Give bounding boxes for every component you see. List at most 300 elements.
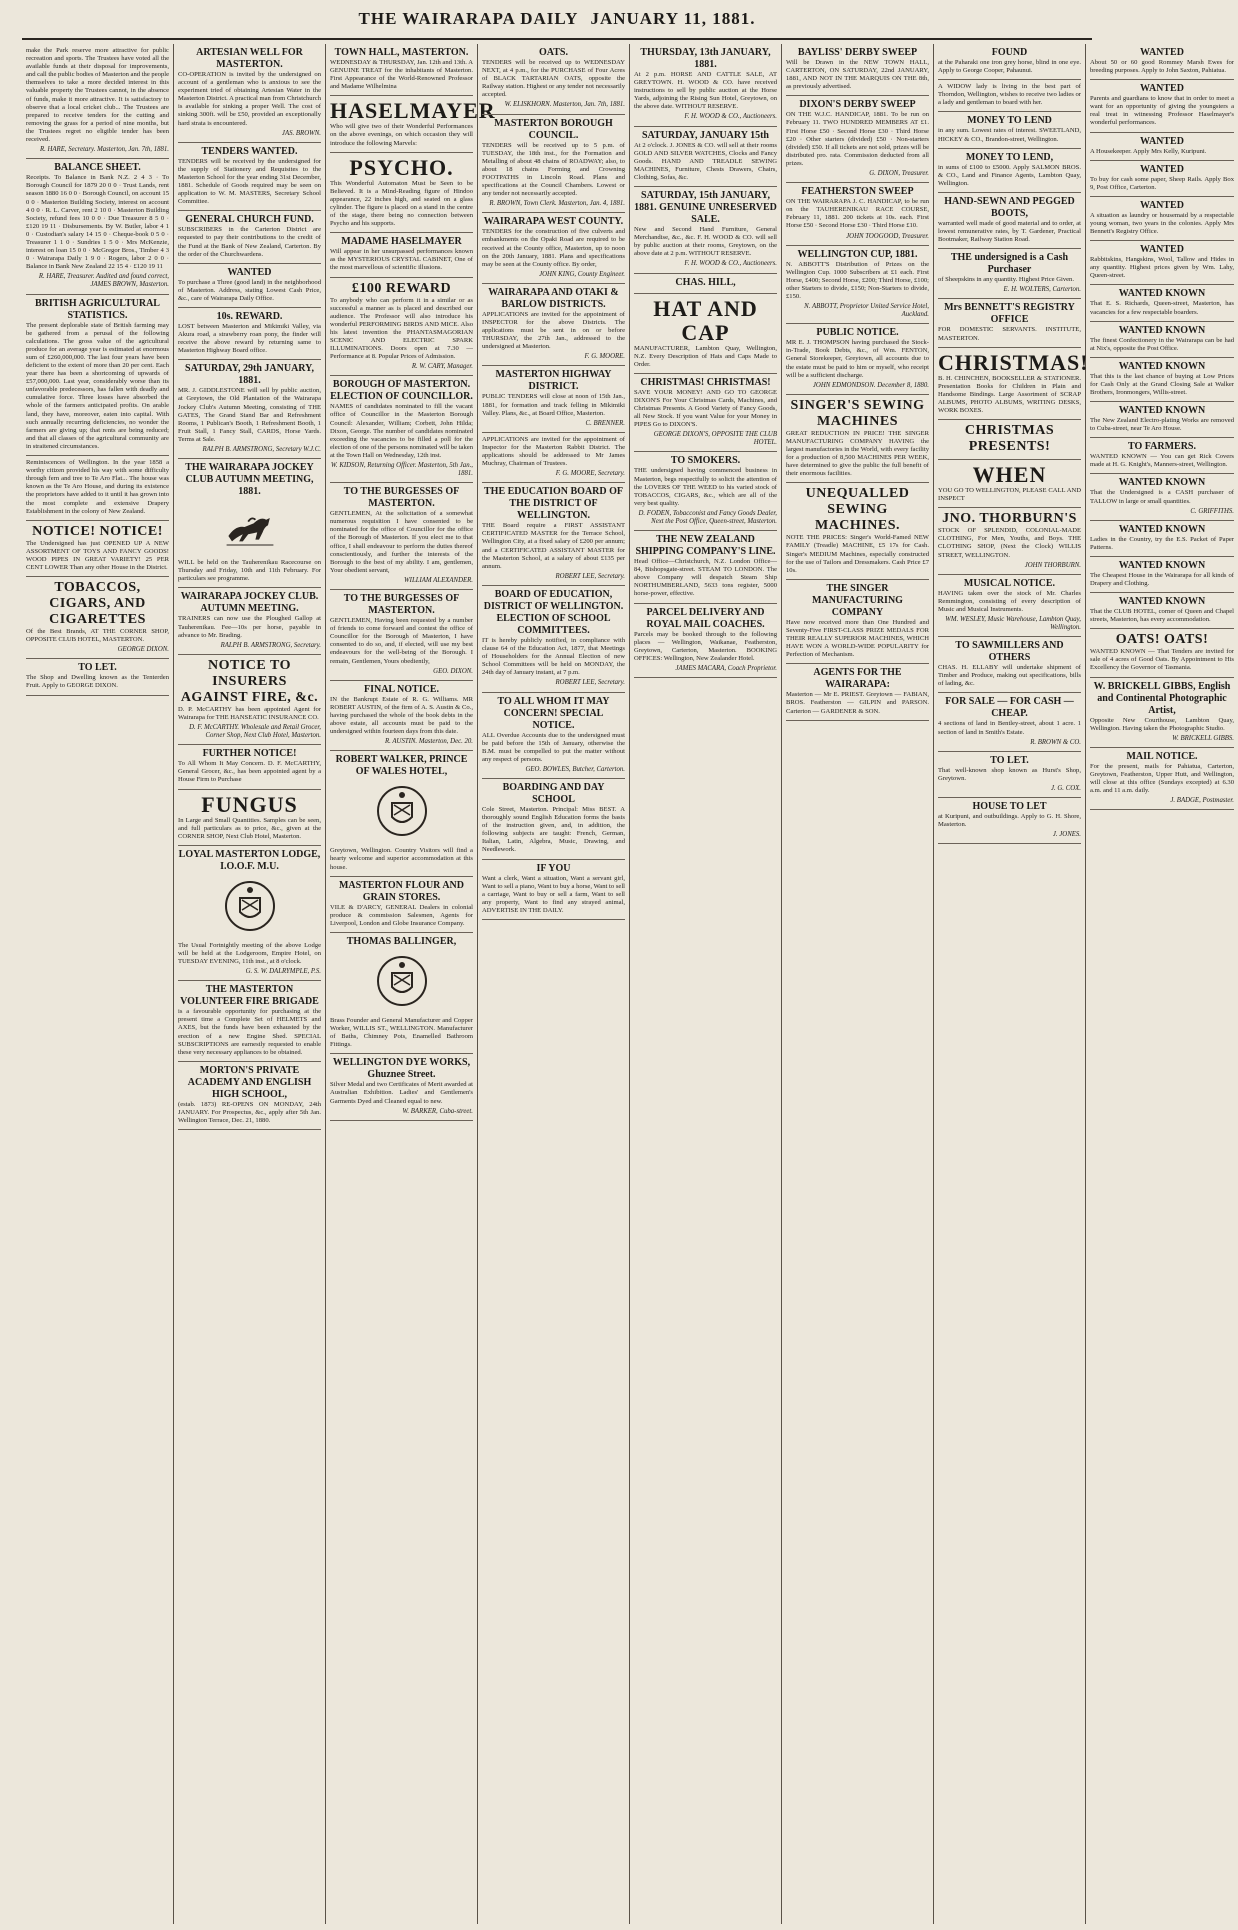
- advertisement: [1090, 438, 1234, 474]
- ad-signature: ROBERT LEE, Secretary.: [555, 572, 625, 580]
- advertisement: [938, 460, 1081, 508]
- ad-body-text: At 2 o'clock. J. JONES & CO. will sell at their rooms GOLD AND SILVER WATCHES, Clocks and Fancy Goods. HAND AND TREADLE SEWING MACHINES, Furniture, Chests Drawers, Chairs, Clothing, Sofas, &c.: [634, 141, 777, 181]
- ad-body-text: GREAT REDUCTION IN PRICE! THE SINGER MANUFACTURING COMPANY HAVING the largest manufactories in the World, with every facility for a production of 8,500 MACHINES PER WEEK, have determined to give the public the full benefit of their enormous facilities.: [786, 429, 929, 478]
- ad-signature: J. JONES.: [1052, 831, 1081, 839]
- ad-heading: MORTON'S PRIVATE ACADEMY AND ENGLISH HIGH SCHOOL,: [187, 1064, 312, 1100]
- ad-body-text: The Usual Fortnightly meeting of the above Lodge will be held at the Lodgeroom, Empire Hotel, on TUESDAY EVENING, 11th inst., at 8 o'clock.: [178, 941, 321, 966]
- ad-body-text: Head Office—Christchurch, N.Z. London Office—84, Bishopsgate-street. STEAM TO LONDON. The above Company will despatch Steam Ship NORTHUMBERLAND, 5633 tons register, 5000 horse-power, effective.: [634, 558, 777, 598]
- ad-heading: THE MASTERTON VOLUNTEER FIRE BRIGADE: [180, 984, 319, 1008]
- advertisement: [482, 483, 625, 586]
- ad-body-text: in any sum. Lowest rates of interest. SWEETLAND, HICKEY & CO., Brandon-street, Wellington.: [938, 127, 1081, 143]
- ad-body-text: TENDERS will be received up to WEDNESDAY NEXT, at 4 p.m., for the PURCHASE of Four Acres of BLACK TARTARIAN OATS, opposite the Railway station. Highest or any tender not necessarily accepted.: [482, 59, 625, 99]
- advertisement: [482, 284, 625, 367]
- advertisement: [634, 374, 777, 453]
- ad-body-text: This Wonderful Automaton Must be Seen to be Believed. It is a Mind-Reading figure of Hindoo appearance, 22 inches high, and seated on a glass cylinder. The figure is placed on a stand in the centre of the stage, there being no connection between Psycho and his supports.: [330, 179, 473, 228]
- ad-heading: OATS.: [539, 47, 568, 58]
- ad-heading: HOUSE TO LET: [972, 801, 1047, 813]
- ad-body-text: TENDERS will be received by the undersigned for the supply of Stationery and Requisites to the Masterton School for the year ending 31st December, 1881. Schedule of Goods required may be seen on application to W. M. MASTERS, Secretary School Committee.: [178, 157, 321, 206]
- advertisement: [786, 324, 929, 395]
- ad-signature: G. DIXON, Treasurer.: [869, 170, 929, 178]
- advertisement: [178, 459, 321, 588]
- advertisement: [1090, 593, 1234, 629]
- ad-heading: MASTERTON HIGHWAY DISTRICT.: [495, 369, 612, 393]
- ad-heading: TOWN HALL, MASTERTON.: [334, 47, 469, 58]
- ad-signature: F. G. MOORE.: [584, 353, 625, 361]
- ad-body-text: Masterton — Mr E. PRIEST. Greytown — FABIAN, BROS. Featherston — GILPIN and PARSON. Carterton — GARDENER & SON.: [786, 691, 929, 715]
- advertisement: [330, 233, 473, 277]
- ad-body-text: Will appear in her unsurpassed performances known as the MYSTERIOUS CRYSTAL CABINET, One of the most marvellous of scientific illusions.: [330, 248, 473, 272]
- ad-body-text: That well-known shop known as Hurst's Shop, Greytown.: [938, 766, 1081, 782]
- ad-body-text: APPLICATIONS are invited for the appointment of INSPECTOR for the above Districts. The applications must be sent in on or before THURSDAY, the 27th Jan., addressed to the undersigned at Masterton.: [482, 310, 625, 351]
- ad-body-text: ON THE WAIRARAPA J. C. HANDICAP, to be run on the TAUHERENIKAU RACE COURSE, February 11, 1881. 200 tickets at 10s. each. First Horse £50 · Second Horse £30 · Third Horse £10.: [786, 198, 929, 230]
- ad-body-text: That the CLUB HOTEL, corner of Queen and Chapel streets, Masterton, has every accommodation.: [1090, 608, 1234, 624]
- ad-heading: WELLINGTON CUP, 1881.: [797, 248, 918, 260]
- ad-signature: GEORGE DIXON.: [117, 646, 169, 654]
- ad-heading: OATS! OATS!: [1115, 632, 1209, 648]
- advertisement: [330, 1054, 473, 1120]
- ad-body-text: Cole Street, Masterton. Principal: Miss BEST. A thoroughly sound English Education forms the basis of the instruction given, and, in addition, the following subjects are taught: French, German, Italian, Latin, Algebra, Music, Drawing, and Needlework.: [482, 805, 625, 854]
- ad-body-text: To buy for cash some paper, Sheep Rails. Apply Box 9, Post Office, Carterton.: [1090, 175, 1234, 191]
- advertisement: [786, 96, 929, 183]
- advertisement: [938, 508, 1081, 574]
- ad-body-text: 4 sections of land in Bentley-street, about 1 acre. 1 section of land in Smith's Estate.: [938, 720, 1081, 736]
- advertisement: [178, 143, 321, 212]
- ad-heading: WANTED KNOWN: [1118, 288, 1206, 300]
- masthead-title: THE WAIRARAPA DAILY: [358, 9, 579, 28]
- advertisement: [1090, 241, 1234, 285]
- ad-body-text: ALL Overdue Accounts due to the undersigned must be paid before the 15th of January, otherwise the B.M. must be compelled to put the matter without any respect of persons.: [482, 731, 625, 763]
- advertisement: [786, 183, 929, 245]
- ad-heading: WANTED: [1140, 83, 1184, 95]
- crest-icon: [372, 781, 432, 841]
- ad-heading: THE undersigned is a Cash Purchaser: [950, 252, 1069, 276]
- ad-body-text: D. P. McCARTHY has been appointed Agent for Wairarapa for THE HANSEATIC INSURANCE CO.: [178, 705, 321, 721]
- advertisement: [482, 693, 625, 779]
- ad-heading: WANTED KNOWN: [1118, 360, 1206, 372]
- ad-body-text: Ladies in the Country, try the E.S. Packet of Paper Patterns.: [1090, 535, 1234, 551]
- ad-signature: C. GRIFFITHS.: [1190, 507, 1234, 515]
- column-3: [326, 44, 496, 1924]
- ad-heading: W. BRICKELL GIBBS, English and Continental Photographic Artist,: [1093, 680, 1231, 716]
- advertisement: [26, 577, 169, 659]
- ad-body-text: Parcels may be booked through to the following places — Wellington, Waikanae, Featherston, Greytown, Carterton, Masterton. BOOKING OFFICES: Wellington, New Zealander Hotel.: [634, 630, 777, 662]
- ad-body-text: WANTED KNOWN — You can get Rick Covers made at H. G. Knight's, Manners-street, Wellington.: [1090, 453, 1234, 469]
- ad-signature: J. G. COX.: [1050, 784, 1081, 792]
- advertisement: [1090, 161, 1234, 197]
- ad-body-text: Silver Medal and two Certificates of Merit awarded at Australian Exhibition. Ladies' and Gentlemen's Garments Dyed and Cleaned equal to new.: [330, 1081, 473, 1105]
- ad-heading: WAIRARAPA AND OTAKI & BARLOW DISTRICTS.: [488, 286, 619, 310]
- masthead: [22, 0, 1092, 40]
- ad-heading: WANTED: [1140, 244, 1184, 256]
- ad-heading: CHRISTMAS! CHRISTMAS!: [640, 376, 771, 388]
- advertisement: [1090, 629, 1234, 677]
- ad-heading: WANTED: [227, 266, 272, 278]
- ad-body-text: Rabbitskins, Hangskins, Wool, Tallow and Hides in any quantity. Highest prices given by Wm. Lahy, Queen-street.: [1090, 256, 1234, 280]
- ad-heading: TOBACCOS, CIGARS, AND CIGARETTES: [49, 580, 146, 628]
- ad-heading: TO SMOKERS.: [670, 455, 741, 467]
- advertisement: [330, 96, 496, 152]
- ad-heading: THURSDAY, 13th JANUARY, 1881.: [640, 47, 771, 70]
- ad-body-text: LOST between Masterton and Mikimiki Valley, via Akura road, a strawberry roan pony, the finder will receive the above reward by returning same to Masterton Highway Board office.: [178, 322, 321, 355]
- ad-body-text: MR E. J. THOMPSON having purchased the Stock-in-Trade, Book Debts, &c., of Wm. FENTON, General Storekeeper, Greytown, all accounts due to the estate must be paid to him or myself, who receipt will be a sufficient discharge.: [786, 339, 929, 379]
- ad-heading: TENDERS WANTED.: [201, 145, 298, 157]
- ad-heading: PARCEL DELIVERY AND ROYAL MAIL COACHES.: [646, 606, 765, 630]
- crest-icon: [372, 951, 432, 1011]
- advertisement: [634, 44, 777, 127]
- ad-heading: BAYLISS' DERBY SWEEP: [797, 47, 918, 58]
- ad-heading: THE SINGER MANUFACTURING COMPANY: [812, 582, 903, 618]
- advertisement: [634, 274, 777, 294]
- advertisement: [1090, 748, 1234, 810]
- ad-signature: JAMES MACARA, Coach Proprietor.: [675, 664, 777, 672]
- ad-heading: TO THE BURGESSES OF MASTERTON.: [343, 486, 460, 510]
- advertisement: [938, 348, 1089, 420]
- ad-body-text: B. H. CHINCHEN, BOOKSELLER & STATIONER. Presentation Books for Children in Plain and Handsome Bindings. Large Assortment of SCRAP ALBUMS, PHOTO ALBUMS, WRITING DESKS, WORK BOXES.: [938, 374, 1081, 414]
- advertisement: [178, 211, 321, 263]
- ad-heading: MADAME HASELMAYER: [341, 236, 462, 248]
- ad-heading: WANTED KNOWN: [1118, 324, 1206, 336]
- ad-body-text: GENTLEMEN, Having been requested by a number of friends to come forward and contest the office of Councillor for the Borough of Masterton, I have consented to do so, and, if elected, will use my best endeavours for the well-being of the Borough. I remain, Gentlemen, Yours obediently,: [330, 617, 473, 665]
- column-5: [630, 44, 782, 1924]
- ad-signature: G. S. W. DALRYMPLE, P.S.: [245, 968, 321, 976]
- ad-heading: PUBLIC NOTICE.: [816, 327, 899, 339]
- advertisement: [938, 149, 1081, 193]
- ad-body-text: WILL be held on the Tauherenikau Racecourse on Thursday and Friday, 10th and 11th February. For particulars see programme.: [178, 559, 321, 583]
- advertisement: [178, 981, 321, 1062]
- ad-heading: BRITISH AGRICULTURAL STATISTICS.: [35, 297, 160, 321]
- ad-heading: SATURDAY, 29th JANUARY, 1881.: [185, 363, 314, 387]
- ad-signature: R. BROWN & CO.: [1030, 738, 1081, 746]
- advertisement: [938, 637, 1081, 693]
- ad-heading: CHRISTMAS PRESENTS!: [964, 423, 1055, 455]
- ad-heading: THOMAS BALLINGER,: [346, 935, 457, 947]
- advertisement: [938, 420, 1081, 460]
- column-1: [22, 44, 174, 1924]
- ad-body-text: Parents and guardians to know that in order to meet a want for an opportunity of giving the youngsters a real treat in witnessing Professor Haselmayer's wonderful performances.: [1090, 95, 1234, 127]
- advertisement: [938, 112, 1081, 148]
- ad-heading: BOARD OF EDUCATION, DISTRICT OF WELLINGTON. ELECTION OF SCHOOL COMMITTEES.: [483, 588, 624, 636]
- advertisement: [178, 308, 321, 360]
- ad-heading: HASELMAYER: [330, 98, 496, 124]
- ad-body-text: FOR DOMESTIC SERVANTS. INSTITUTE, MASTERTON.: [938, 326, 1081, 342]
- advertisement: [330, 877, 473, 933]
- ad-body-text: To anybody who can perform it in a similar or as successful a manner as is placed and described our audience. The Professor will also introduce his wonderful PERFORMING BIRDS AND MICE. Also his latest invention the PHANTASMAGORIAN SCENIC AND ELECTRIC SPARK ILLUMINATIONS. Doors open at 7.30 — Performance at 8. Popular Prices of Admission.: [330, 296, 473, 361]
- advertisement: [330, 933, 473, 1054]
- ad-heading: THE WAIRARAPA JOCKEY CLUB AUTUMN MEETING, 1881.: [185, 462, 314, 498]
- ad-body-text: (estab. 1873) RE-OPENS ON MONDAY, 24th JANUARY. For Prospectus, &c., apply after 5th Jan. Wellington Terrace, Dec. 21, 1880.: [178, 1100, 321, 1124]
- advertisement: [26, 659, 169, 695]
- ad-body-text: About 50 or 60 good Rommey Marsh Ewes for breeding purposes. Apply to John Saxton, Pahiatua.: [1090, 59, 1234, 75]
- advertisement: [482, 860, 625, 920]
- ad-body-text: warranted well made of good material and to order, at lowest remunerative rates, by T. Gardener, Practical Bootmaker, Railway Station Road.: [938, 219, 1081, 244]
- ad-body-text: make the Park reserve more attractive for public recreation and sports. The Trustees have voted all the available funds at their disposal for improvements, and call the public bodies of Masterton and the people themselves to take a more decided interest in this valuable property the Trustees cannot, in the absence of funds, make it more attractive. It is satisfactory to observe that a local cricket club... The Trustees are prepared to receive tenders for the cutting and removing the grass for a period of nine months, but the Trustees regret no eligible tender has been received.: [26, 47, 170, 144]
- ad-heading: £100 REWARD: [351, 280, 452, 296]
- advertisement: [482, 366, 625, 432]
- ad-body-text: TENDERS will be received up to 5 p.m. of TUESDAY, the 18th inst., for the Formation and Metalling of about 48 chains of ROADWAY; also, to about 18 chains Forming and Crowning FOOTPATHS in Lincoln Road. Plans and specifications at the Council Chambers. Lowest or any tender not necessarily accepted.: [482, 141, 625, 198]
- ad-heading: FEATHERSTON SWEEP: [801, 186, 914, 198]
- ad-body-text: The present deplorable state of British farming may be gathered from a perusal of the following calculations. The gross value of the agricultural produce for an average year is estimated at enormous sum of £260,000,000. The last four years have been deficient to the extent of more than 20 per cent. Each year there has been a shortcoming of upwards of £57,000,000. Last year, considerably worse than its unfavorable predecessors, has fallen with deadly and cumulative force. Three losses have absorbed the whole of the farmers anticipated profits. On arable land, they have, moreover, eaten into capital. With such annually recurring deficiencies, no wonder the farmers are giving up; that rents are being reduced; and that all classes of the agricultural community are in straitened circumstances.: [26, 321, 169, 450]
- ad-heading: FUNGUS: [201, 791, 298, 817]
- ad-body-text: WEDNESDAY & THURSDAY, Jan. 12th and 13th. A GENUINE TREAT for the inhabitants of Masterton. First Appearance of the World-Renowned Professor and Madame Wilhelmina: [330, 59, 473, 91]
- advertisement: [26, 295, 169, 457]
- ad-heading: WANTED KNOWN: [1118, 596, 1206, 608]
- ad-heading: CHRISTMAS!: [938, 349, 1089, 375]
- ad-signature: RALPH B. ARMSTRONG, Secretary.: [220, 641, 321, 649]
- ad-body-text: That this is the last chance of buying at Low Prices for Cash Only at the Grand Closing Sale at Walker Brothers, Ironmongers, Willis-street.: [1090, 372, 1234, 396]
- ad-signature: F. H. WOOD & CO., Auctioneers.: [684, 113, 777, 121]
- ad-signature: GEO. BOWLES, Butcher, Carterton.: [525, 765, 625, 773]
- ad-body-text: YOU GO TO WELLINGTON, PLEASE CALL AND INSPECT: [938, 487, 1081, 503]
- advertisement: [178, 846, 321, 981]
- ad-body-text: CHAS. H. ELLABY will undertake shipment of Timber and Produce, making out specifications, bills of lading, &c.: [938, 664, 1081, 688]
- ad-heading: WANTED KNOWN: [1118, 523, 1206, 535]
- advertisement: [330, 278, 473, 377]
- ad-body-text: in sums of £100 to £5000. Apply SALMON BROS. & CO., Land and Finance Agents, Lambton Quay, Wellington.: [938, 163, 1081, 187]
- ad-heading: TO ALL WHOM IT MAY CONCERN! SPECIAL NOTICE.: [497, 695, 610, 731]
- ad-signature: D. F. McCARTHY. Wholesale and Retail Grocer, Corner Shop, Next Club Hotel, Masterton.: [189, 724, 321, 740]
- ad-heading: LOYAL MASTERTON LODGE, I.O.O.F. M.U.: [178, 848, 321, 872]
- ad-signature: W. KIDSON, Returning Officer. Masterton, 5th Jan., 1881.: [330, 462, 473, 478]
- ad-body-text: That the Undersigned is a CASH purchaser of TALLOW in large or small quantities.: [1090, 489, 1234, 505]
- ad-body-text: Who will give two of their Wonderful Performances on the above evenings, on which occasion they will introduce the following Marvels:: [330, 123, 473, 147]
- advertisement: [786, 664, 929, 720]
- advertisement: [938, 44, 1081, 80]
- ad-heading: MONEY TO LEND,: [965, 151, 1054, 163]
- ad-body-text: WANTED KNOWN — That Tenders are invited for sale of 4 acres of Good Oats. By Appointment to His Excellency the Governor of Tasmania.: [1090, 648, 1234, 672]
- column-8: [1086, 44, 1238, 1924]
- ad-body-text: SUBSCRIBERS in the Carterton District are requested to pay their contributions to the credit of the Fund at the Bank of New Zealand, Carterton. By the order of the Churchwardens.: [178, 226, 321, 258]
- ad-signature: F. G. MOORE, Secretary.: [555, 470, 625, 478]
- ad-body-text: A Housekeeper. Apply Mrs Kelly, Kuripuni.: [1090, 147, 1207, 155]
- column-7: [934, 44, 1089, 1924]
- ad-heading: PSYCHO.: [349, 154, 454, 180]
- ad-signature: R. AUSTIN. Masterton, Dec. 20.: [384, 738, 473, 746]
- ad-signature: JAS. BROWN.: [281, 129, 321, 137]
- ad-signature: R. HARE, Secretary. Masterton, Jan. 7th, 1881.: [39, 146, 169, 154]
- ad-body-text: At 2 p.m. HORSE AND CATTLE SALE, AT GREYTOWN. H. WOOD & CO. have received instructions to sell by public auction at the Horse Yards, adjoining the Rising Sun Hotel, Greytown, on the above date. WITHOUT RESERVE.: [634, 71, 777, 111]
- ad-signature: JOHN EDMONDSON. December 8, 1880.: [812, 381, 929, 389]
- ad-body-text: The Cheapest House in the Wairarapa for all kinds of Drapery and Clothing.: [1090, 571, 1234, 587]
- advertisement: [482, 779, 625, 860]
- advertisement: [1090, 80, 1234, 132]
- ad-signature: R. W. CARY, Manager.: [411, 363, 473, 371]
- ad-signature: N. ABBOTT, Proprietor United Service Hotel, Auckland.: [804, 303, 929, 319]
- ad-body-text: MANUFACTURER, Lambton Quay, Wellington, N.Z. Every Description of Hats and Caps Made to Order.: [634, 344, 777, 368]
- ad-heading: MONEY TO LEND: [967, 115, 1052, 127]
- advertisement: [1090, 197, 1234, 241]
- ad-body-text: ON THE W.J.C. HANDICAP, 1881. To be run on February 11. TWO HUNDRED MEMBERS AT £1. First Horse £50 · Second Horse £30 · Third Horse £20 · Other starters (divided) £50 · Non-starters (divided) £50. If all tickets are not sold, prizes will be distributed pro. rata. Commission deducted from all prizes.: [786, 111, 929, 167]
- ad-body-text: Brass Founder and General Manufacturer and Copper Worker, WILLIS ST., WELLINGTON. Manufacturer of Baths, Chimney Pots, Enamelled Bathroom Fittings.: [330, 1017, 473, 1049]
- ad-heading: MASTERTON BOROUGH COUNCIL.: [494, 117, 613, 141]
- ad-heading: SATURDAY, 15th JANUARY, 1881. GENUINE UNRESERVED SALE.: [634, 190, 777, 226]
- advertisement: [1090, 521, 1234, 557]
- ad-signature: JOHN THORBURN.: [1024, 561, 1081, 569]
- ad-signature: J. BADGE, Postmaster.: [1170, 797, 1234, 805]
- ad-signature: JOHN TOOGOOD, Treasurer.: [846, 232, 929, 240]
- ad-body-text: To purchase a Three (good land) in the neighborhood of Masterton. Address, stating Lowest Cash Price, &c., care of Wairarapa Daily Office.: [178, 278, 321, 302]
- advertisement: [1090, 474, 1234, 520]
- column-4: [478, 44, 630, 1924]
- advertisement: [938, 798, 1081, 844]
- ad-body-text: GENTLEMEN, At the solicitation of a somewhat numerous requisition I have consented to be nominated for the office of Councillor for the office of the Borough of Masterton. If you elect me to that office, I shall endeavour to perform the duties thereof conscientiously, and further the interests of the Borough to the best of my ability. I am, gentlemen, Your obedient servant,: [330, 510, 473, 574]
- ad-heading: NOTICE! NOTICE!: [32, 523, 163, 539]
- advertisement: [634, 187, 777, 273]
- ad-body-text: APPLICATIONS are invited for the appointment of Inspector for the Masterton Rabbit District. The applications should be addressed to Mr James Muchray, Chairman of Trustees.: [482, 435, 625, 468]
- ad-signature: JOHN KING, County Engineer.: [539, 270, 625, 278]
- advertisement: [26, 456, 169, 521]
- advertisement: [26, 159, 169, 294]
- ad-body-text: NOTE THE PRICES: Singer's World-Famed NEW FAMILY (Treadle) MACHINE, £5 17s for Cash. Singer's MEDIUM Machines, especially constructed for the use of Tailors and Dressmakers. Cash Price £7 10s.: [786, 534, 929, 574]
- ad-heading: JNO. THORBURN'S: [942, 511, 1077, 527]
- ad-signature: C. BRENNER.: [585, 419, 625, 427]
- ad-heading: IF YOU: [536, 862, 571, 874]
- advertisement: [26, 44, 169, 159]
- ad-heading: FINAL NOTICE.: [363, 683, 439, 695]
- ad-signature: WILLIAM ALEXANDER.: [404, 576, 473, 584]
- ad-heading: UNEQUALLED SEWING MACHINES.: [805, 486, 910, 534]
- ad-body-text: IT is hereby publicly notified, in compliance with clause 64 of the Education Act, 1877, that Meetings of Householders for the Annual Election of new School Committees will be held on MONDAY, the 24th day of January instant, at 7 p.m.: [482, 636, 625, 677]
- ad-heading: MUSICAL NOTICE.: [963, 577, 1056, 589]
- advertisement: [482, 433, 625, 483]
- ad-heading: WANTED KNOWN: [1118, 405, 1206, 417]
- ad-body-text: The Shop and Dwelling known as the Tenterden Fruit. Apply to GEORGE DIXON.: [26, 674, 169, 690]
- ad-body-text: Opposite New Courthouse, Lambton Quay, Wellington. Having taken the Photographic Studio.: [1090, 716, 1234, 732]
- advertisement: [1090, 678, 1234, 748]
- advertisement: [938, 193, 1081, 249]
- advertisement: [634, 604, 777, 678]
- ad-heading: NOTICE TO INSURERS AGAINST FIRE, &c.: [180, 657, 319, 705]
- advertisement: [178, 1062, 321, 1130]
- ad-heading: SATURDAY, JANUARY 15th: [642, 129, 769, 141]
- advertisement: [482, 586, 625, 693]
- ad-heading: BOARDING AND DAY SCHOOL: [502, 781, 605, 805]
- ad-body-text: Will be Drawn in the NEW TOWN HALL, CARTERTON, ON SATURDAY, 22nd JANUARY, 1881, AND NOT IN THE MARQUIS ON THE 8th, as previously advertised.: [786, 59, 929, 91]
- advertisement: [634, 531, 777, 603]
- ad-body-text: To All Whom It May Concern. D. F. McCARTHY, General Grocer, &c., has been appointed agent by a House Firm to Purchase: [178, 760, 321, 784]
- ad-body-text: Greytown, Wellington. Country Visitors will find a hearty welcome and superior accommodation at this house.: [330, 847, 473, 871]
- ad-signature: W. ELISKHORN. Masterton, Jan. 7th, 1881.: [504, 101, 625, 109]
- advertisement: [482, 213, 625, 284]
- advertisement: [786, 246, 929, 325]
- ad-body-text: For the present, mails for Pahiatua, Carterton, Greytown, Featherston, Upper Hutt, and Wellington, will close at this office (Sundays excepted) at 6.30 a.m. and 11 a.m. daily.: [1090, 762, 1234, 795]
- ad-body-text: of Sheepskins in any quantity. Highest Price Given.: [938, 276, 1075, 284]
- advertisement: [178, 360, 321, 459]
- ad-body-text: The Undersigned has just OPENED UP A NEW ASSORTMENT OF TOYS AND FANCY GOODS! WOOD PIPES IN GREAT VARIETY! 25 PER CENT LOWER Than any other House in the District.: [26, 539, 169, 571]
- ad-heading: THE NEW ZEALAND SHIPPING COMPANY'S LINE.: [635, 534, 776, 558]
- racehorse-icon: [215, 500, 285, 554]
- ad-body-text: CO-OPERATION is invited by the undersigned on account of a gentleman who is anxious to see the experiment tried of obtaining Artesian Water in the Masterton District. A practical man from Christchurch is available for sinking a proper Well. The cost of sinking 300ft. will be £50, provided an exceptionally hard strata is encountered.: [178, 71, 322, 127]
- ad-signature: W. BRICKELL GIBBS.: [1172, 734, 1234, 742]
- ad-heading: TO THE BURGESSES OF MASTERTON.: [343, 593, 460, 617]
- advertisement: [634, 452, 777, 531]
- advertisement: [330, 44, 473, 96]
- ad-heading: GENERAL CHURCH FUND.: [185, 214, 314, 226]
- advertisement: [330, 153, 473, 234]
- ad-heading: FURTHER NOTICE!: [202, 748, 297, 760]
- advertisement: [178, 745, 321, 789]
- advertisement: [938, 80, 1081, 112]
- crest-icon: [220, 876, 280, 936]
- ad-heading: TO SAWMILLERS AND OTHERS: [955, 640, 1064, 664]
- ad-body-text: at the Paharaki one iron grey horse, blind in one eye. Apply to George Cooper, Pahaunui.: [938, 59, 1081, 75]
- advertisement: [786, 44, 929, 96]
- ad-body-text: MR. J. GIDDLESTONE will sell by public auction, at Greytown, the Old Plantation of the Wairarapa Jockey Club's Autumn Meeting, consisting of THE GATES, The Grand Stand Bar and Refreshment Rooms, 1 Publican's Booth, 1 Refreshment Booth, 1 Fruit Stall, 1 Fancy Stall, CARDS, Horse Yards. Terms at Sale.: [178, 387, 321, 443]
- ad-signature: GEO. DIXON.: [433, 667, 473, 675]
- ad-body-text: SAVE YOUR MONEY! AND GO TO GEORGE DIXON'S For Your Christmas Cards, Machines, and Christmas Presents. A Good Variety of Fancy Goods, all New Stock. If you want Value for your Money in PIPES Go to DIXON'S.: [634, 388, 777, 429]
- advertisement: [786, 580, 929, 664]
- advertisement: [1090, 358, 1234, 402]
- ad-heading: WANTED: [1140, 163, 1184, 175]
- advertisement: [330, 681, 473, 752]
- advertisement: [1090, 285, 1234, 321]
- ad-heading: FOUND: [991, 47, 1028, 58]
- advertisement: [178, 264, 321, 308]
- ad-heading: Mrs BENNETT'S REGISTRY OFFICE: [944, 302, 1075, 326]
- ad-signature: WM. WESLEY, Music Warehouse, Lambton Quay, Wellington.: [945, 616, 1081, 632]
- advertisement: [938, 249, 1081, 299]
- ad-heading: THE EDUCATION BOARD OF THE DISTRICT OF WELLINGTON.: [484, 486, 623, 522]
- advertisement: [938, 299, 1081, 347]
- ad-heading: WAIRARAPA WEST COUNTY.: [483, 216, 624, 228]
- ad-body-text: is a favourable opportunity for purchasing at the present time a Complete Set of HELMETS and AXES, but the funds have been exhausted by the erection of a new Engine Shed. SPECIAL SUBSCRIPTIONS are earnestly requested to enable these very necessary appliances to be obtained.: [178, 1008, 321, 1056]
- ad-body-text: HAVING taken over the stock of Mr. Charles Remmington, consisting of every description of Music and Musical Instruments.: [938, 589, 1081, 613]
- ad-heading: DIXON'S DERBY SWEEP: [799, 99, 916, 111]
- ad-heading: WANTED: [1140, 135, 1184, 147]
- ad-signature: E. H. WOLTERS, Carterton.: [1003, 286, 1081, 294]
- ad-signature: GEORGE DIXON'S, OPPOSITE THE CLUB HOTEL.: [653, 431, 777, 447]
- advertisement: [330, 376, 473, 483]
- ad-body-text: The finest Confectionery in the Wairarapa can be had at Nix's, opposite the Post Office.: [1090, 336, 1234, 352]
- advertisement: [26, 521, 169, 577]
- ad-body-text: In Large and Small Quantities. Samples can be seen, and full particulars as to price, &c., given at the CORNER SHOP, Next Club Hotel, Masterton.: [178, 816, 321, 840]
- advertisement: [1090, 322, 1234, 358]
- advertisement: [634, 294, 777, 374]
- advertisement: [330, 751, 473, 876]
- advertisement: [938, 752, 1081, 798]
- ad-body-text: A WIDOW lady is living in the best part of Thorndon, Wellington, wishes to receive two ladies or a lady and gentleman to board with her.: [938, 83, 1081, 107]
- ad-heading: WAIRARAPA JOCKEY CLUB. AUTUMN MEETING.: [180, 591, 319, 615]
- ad-body-text: Want a clerk, Want a situation, Want a servant girl, Want to sell a piano, Want to buy a horse, Want to sell a carriage, Want to buy or sell a farm, Want to sell any property, Want to find any strayed animal, ADVERTISE IN THE DAILY.: [482, 874, 625, 914]
- ad-heading: ARTESIAN WELL FOR MASTERTON.: [196, 47, 303, 70]
- ad-body-text: The New Zealand Electro-plating Works are removed to Cuba-street, near Te Aro House.: [1090, 417, 1234, 433]
- ad-heading: WHEN: [972, 462, 1047, 488]
- advertisement: [330, 590, 473, 681]
- ad-heading: ROBERT WALKER, PRINCE OF WALES HOTEL,: [335, 754, 468, 778]
- ad-heading: TO LET.: [990, 754, 1029, 766]
- ad-body-text: STOCK OF SPLENDID, COLONIAL-MADE CLOTHING, For Men, Youths, and Boys. THE CLOTHING SHOP, (Next the Clock) WILLIS STREET, WELLINGTON.: [938, 527, 1081, 559]
- ad-body-text: TRAINERS can now use the Ploughed Gallop at Tauherenikau. Fee—10s per horse, payable in advance to Mr. Brading.: [178, 615, 321, 639]
- advertisement: [178, 655, 321, 745]
- ad-body-text: THE undersigned having commenced business in Masterton, begs respectfully to solicit the attention of the LOVERS OF THE WEED to his varied stock of TOBACCOS, CIGARS, &c., which are all of the very best quality.: [634, 467, 777, 507]
- advertisement: [1090, 44, 1234, 80]
- ad-heading: MAIL NOTICE.: [1126, 750, 1198, 762]
- ad-heading: TO LET.: [78, 662, 117, 674]
- advertisement: [938, 693, 1081, 751]
- advertisement: [1090, 557, 1234, 593]
- ad-heading: CHAS. HILL,: [675, 276, 736, 288]
- ad-signature: R. HARE, Treasurer. Audited and found correct, JAMES BROWN, Masterton.: [38, 273, 169, 289]
- ad-heading: WANTED: [1140, 47, 1184, 58]
- ad-heading: BALANCE SHEET.: [54, 162, 141, 174]
- ad-body-text: Reminiscences of Wellington. In the year 1858 a worthy citizen provided his way with some difficulty through fern and tree to Te Aro Flat... The house was known as the Te Aro House, and during its existence the proprietors have added to it until it has grown into the most complete and extensive Drapery Establishment in the colony of New Zealand.: [26, 459, 169, 515]
- ad-signature: RALPH B. ARMSTRONG, Secretary W.J.C.: [202, 446, 321, 453]
- advertisement: [330, 483, 473, 590]
- ad-heading: AGENTS FOR THE WAIRARAPA:: [813, 667, 902, 691]
- ad-body-text: IN the Bankrupt Estate of R. G. Williams. MR ROBERT AUSTIN, of the firm of A. S. Austin & Co., having purchased the whole of the book debts in the above estate, all accounts must be paid to the undersigned within fourteen days from this date.: [330, 695, 473, 736]
- ad-body-text: N. ABBOTT'S Distribution of Prizes on the Wellington Cup. 1000 Subscribers at £1 each. First Horse, £400; Second Horse, £200; Third Horse, £100; other Starters to divide, £150; Non-Starters to divide, £150.: [786, 260, 929, 300]
- ad-heading: HAND-SEWN AND PEGGED BOOTS,: [944, 195, 1075, 219]
- advertisement: [1090, 402, 1234, 438]
